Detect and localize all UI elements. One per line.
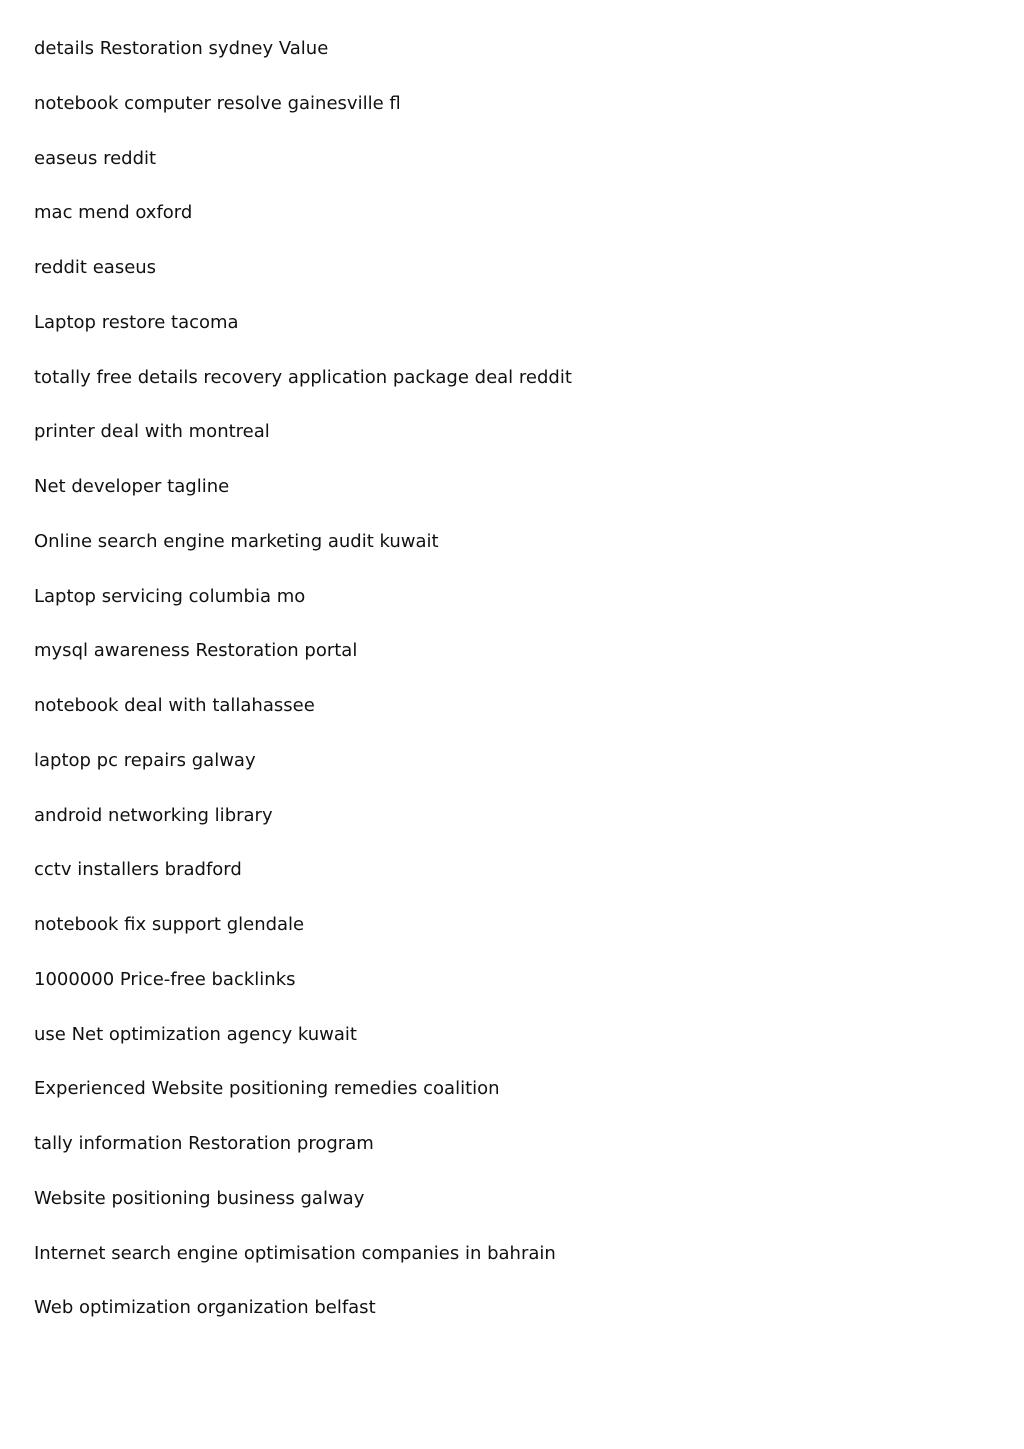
keyword-list (34, 36, 572, 1350)
list-item: easeus reddit (34, 147, 157, 169)
list-item: Internet search engine optimisation companies in bahrain (34, 1242, 556, 1264)
list-item: Laptop restore tacoma (34, 311, 239, 333)
list-item: mysql awareness Restoration portal (34, 640, 358, 662)
list-item: cctv installers bradford (34, 859, 242, 881)
list-item: printer deal with montreal (34, 421, 270, 443)
list-item: Experienced Website positioning remedies coalition (34, 1078, 500, 1100)
list-item: tally information Restoration program (34, 1133, 374, 1154)
list-item: 1000000 Price-free backlinks (34, 968, 296, 990)
list-item: laptop pc repairs galway (34, 749, 256, 771)
list-item: totally free details recovery application package deal reddit (34, 366, 572, 388)
list-item: notebook fix support glendale (34, 914, 305, 935)
list-item: notebook deal with tallahassee (34, 695, 315, 716)
list-item: use Net optimization agency kuwait (34, 1023, 357, 1045)
list-item: Website positioning business galway (34, 1187, 365, 1209)
list-item: Laptop servicing columbia mo (34, 585, 306, 607)
list-item: android networking library (34, 804, 273, 826)
list-item: Online search engine marketing audit kuwait (34, 530, 439, 552)
list-item: reddit easeus (34, 257, 157, 278)
list-item: notebook computer resolve gainesville fl (34, 92, 401, 114)
list-item: Web optimization organization belfast (34, 1297, 376, 1319)
list-item: Net developer tagline (34, 476, 230, 497)
list-item: mac mend oxford (34, 202, 193, 224)
list-item: details Restoration sydney Value (34, 38, 329, 59)
